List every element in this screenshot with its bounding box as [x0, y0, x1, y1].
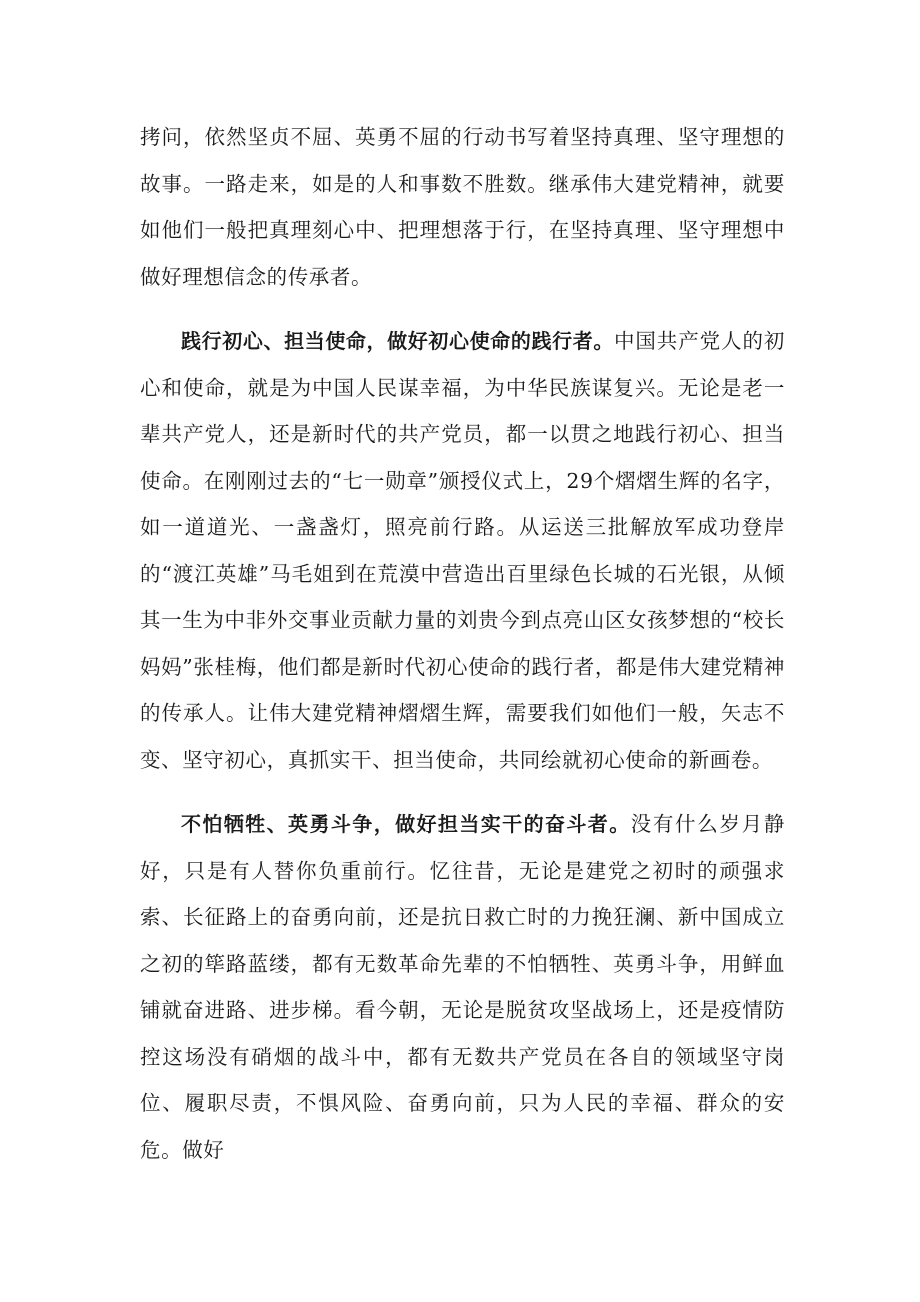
paragraph-3-body: 没有什么岁月静好，只是有人替你负重前行。忆往昔，无论是建党之初时的顽强求索、长征路上的奋勇向前，还是抗日救亡时的力挽狂澜、新中国成立之初的筚路蓝缕，都有无数革命先辈的不怕牺牲、英勇斗争，用鲜血铺就奋进路、进步梯。看今朝，无论是脱贫攻坚战场上，还是疫情防控这场没有硝烟的战斗中，都有无数共产党员在各自的领域坚守岗位、履职尽责，不惧风险、奋勇向前，只为人民的幸福、群众的安危。做好 — [140, 812, 785, 1162]
paragraph-1 — [140, 114, 785, 300]
paragraph-2 — [140, 318, 785, 783]
paragraph-2-heading: 践行初心、担当使命，做好初心使命的践行者。 — [181, 329, 614, 353]
paragraph-2-body: 中国共产党人的初心和使命，就是为中国人民谋幸福，为中华民族谋复兴。无论是老一辈共产党人，还是新时代的共产党员，都一以贯之地践行初心、担当使命。在刚刚过去的“七一勋章”颁授仪式上，29个熠熠生辉的名字，如一道道光、一盏盏灯，照亮前行路。从运送三批解放军成功登岸的“渡江英雄”马毛姐到在荒漠中营造出百里绿色长城的石光银，从倾其一生为中非外交事业贡献力量的刘贵今到点亮山区女孩梦想的“校长妈妈”张桂梅，他们都是新时代初心使命的践行者，都是伟大建党精神的传承人。让伟大建党精神熠熠生辉，需要我们如他们一般，矢志不变、坚守初心，真抓实干、担当使命，共同绘就初心使命的新画卷。 — [140, 329, 785, 772]
paragraph-1-body: 拷问，依然坚贞不屈、英勇不屈的行动书写着坚持真理、坚守理想的故事。一路走来，如是的人和事数不胜数。继承伟大建党精神，就要如他们一般把真理刻心中、把理想落于行，在坚持真理、坚守理想中做好理想信念的传承者。 — [140, 125, 785, 289]
paragraph-3 — [140, 801, 785, 1173]
document-body — [140, 114, 785, 1191]
paragraph-3-heading: 不怕牺牲、英勇斗争，做好担当实干的奋斗者。 — [181, 812, 631, 836]
